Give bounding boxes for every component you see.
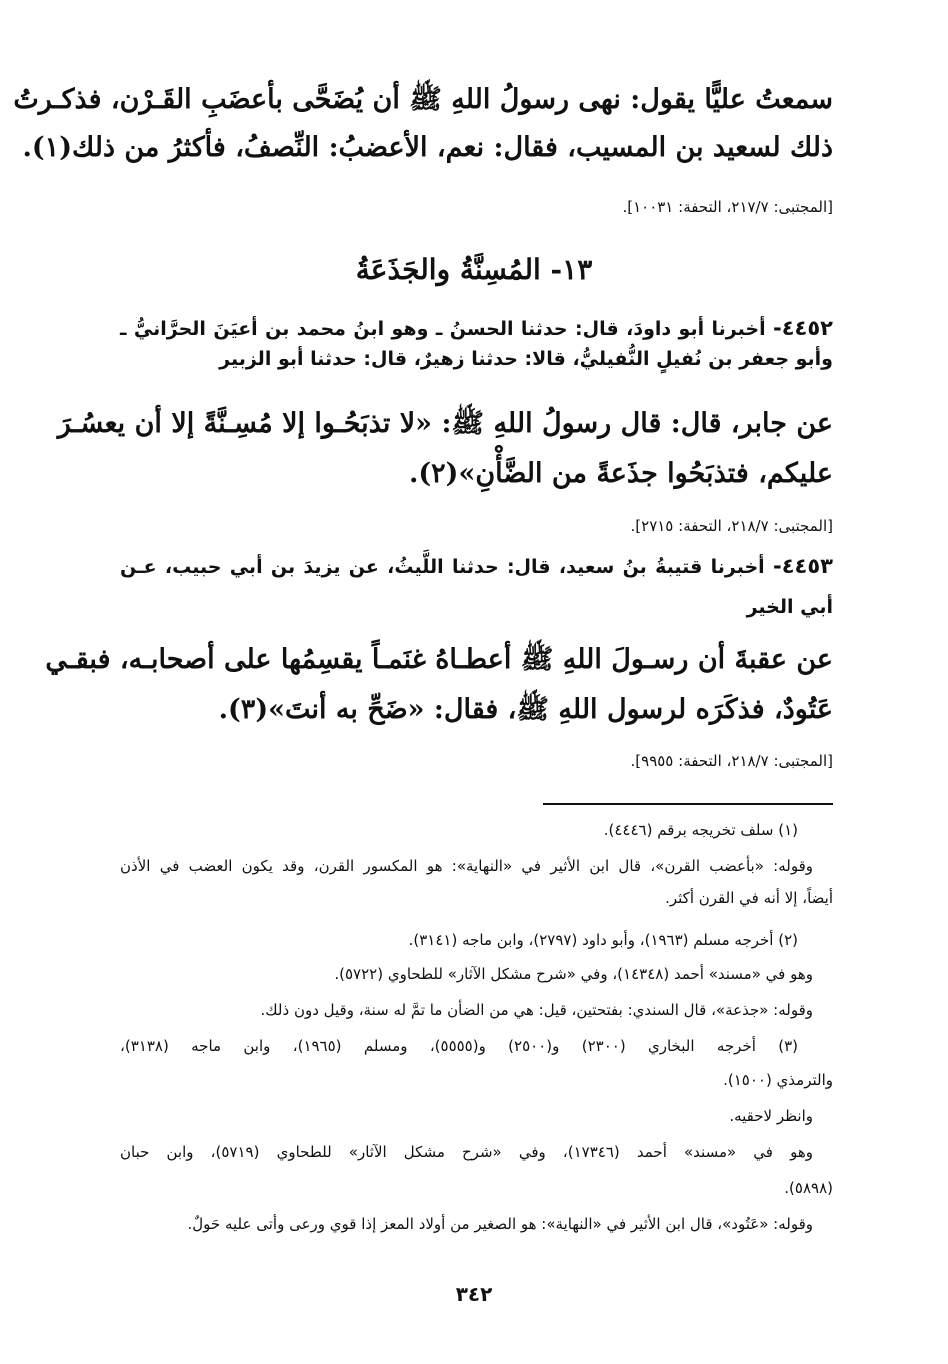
hadith-number: ٤٤٥٣- <box>773 554 833 578</box>
hadith-matn-line: عن عقبةَ أن رسـولَ اللهِ ﷺ أعطـاهُ غنَمـاً يقسِمُها على أصحابـه، فبقـي <box>45 644 833 675</box>
footnote-line: أيضاً، إلا أنه في القرن أكثر. <box>665 889 833 907</box>
footnote-line: (٥٨٩٨). <box>784 1179 833 1197</box>
reference-note: [المجتبى: ٢١٨/٧، التحفة: ٩٩٥٥]. <box>630 752 833 770</box>
page-number: ٣٤٢ <box>455 1282 493 1306</box>
hadith-matn-line: عن جابر، قال: قال رسولُ اللهِ ﷺ: «لا تذبَحُـوا إلا مُسِـنَّةً إلا أن يعسُـرَ <box>57 408 833 439</box>
reference-note: [المجتبى: ٢١٧/٧، التحفة: ١٠٠٣١]. <box>622 198 833 216</box>
footnote-line: وقوله: «جذعة»، قال السندي: بفتحتين، قيل: هي من الضأن ما تمَّ له سنة، وقيل دون ذلك. <box>260 1001 813 1019</box>
footnote-line: والترمذي (١٥٠٠). <box>723 1071 833 1089</box>
chapter-heading: ١٣- المُسِنَّةُ والجَذَعَةُ <box>355 253 593 286</box>
footnote-line: وهو في «مسند» أحمد (١٧٣٤٦)، وفي «شرح مشكل الآثار» للطحاوي (٥٧١٩)، وابن حبان <box>120 1143 814 1161</box>
footnote-line: (١) سلف تخريجه برقم (٤٤٤٦). <box>603 821 798 839</box>
hadith-isnad-line: أبي الخير <box>746 596 833 618</box>
hadith-isnad-line: وأبو جعفر بن نُفيلٍ النُّفيليُّ، قالا: حدثنا زهيرٌ، قال: حدثنا أبو الزبير <box>219 348 833 370</box>
footnote-line: وقوله: «بأعضب القرن»، قال ابن الأثير في «النهاية»: هو المكسور القرن، وقد يكون العضب في الأذن <box>120 857 813 875</box>
text-line: ذلك لسعيد بن المسيب، فقال: نعم، الأعضبُ: النِّصفُ، فأكثرُ من ذلك(١). <box>22 132 833 163</box>
footnote-line: وانظر لاحقيه. <box>729 1107 813 1125</box>
hadith-matn-line: عَتُودٌ، فذكَرَه لرسول اللهِ ﷺ، فقال: «ضَحِّ به أنتَ»(٣). <box>218 694 833 725</box>
isnad-text: أخبرنا قتيبةُ بنُ سعيد، قال: حدثنا اللَّيثُ، عن يزيدَ بن أبي حبيب، عـن <box>120 556 773 578</box>
hadith-isnad-line <box>120 551 833 582</box>
footnote-separator <box>543 803 833 805</box>
hadith-isnad-line <box>120 313 833 344</box>
isnad-text: أخبرنا أبو داودَ، قال: حدثنا الحسنُ ـ وهو ابنُ محمد بن أعيَنَ الحرَّانيُّ ـ <box>120 318 773 340</box>
footnote-line: (٣) أخرجه البخاري (٢٣٠٠) و(٢٥٠٠) و(٥٥٥٥)، ومسلم (١٩٦٥)، وابن ماجه (٣١٣٨)، <box>120 1037 798 1055</box>
hadith-matn-line: عليكم، فتذبَحُوا جذَعةً من الضَّأْنِ»(٢). <box>408 458 833 489</box>
text-line: سمعتُ عليًّا يقول: نهى رسولُ اللهِ ﷺ أن يُضَحَّى بأعضَبِ القَـرْن، فذكـرتُ <box>13 84 833 115</box>
hadith-number: ٤٤٥٢- <box>773 316 833 340</box>
reference-note: [المجتبى: ٢١٨/٧، التحفة: ٢٧١٥]. <box>630 517 833 535</box>
footnote-line: وهو في «مسند» أحمد (١٤٣٤٨)، وفي «شرح مشكل الآثار» للطحاوي (٥٧٢٢). <box>334 965 813 983</box>
footnote-line: (٢) أخرجه مسلم (١٩٦٣)، وأبو داود (٢٧٩٧)، وابن ماجه (٣١٤١). <box>408 931 798 949</box>
footnote-line: وقوله: «عَتُود»، قال ابن الأثير في «النهاية»: هو الصغير من أولاد المعز إذا قوي ورعى وأتى عليه حَولٌ. <box>187 1215 813 1233</box>
